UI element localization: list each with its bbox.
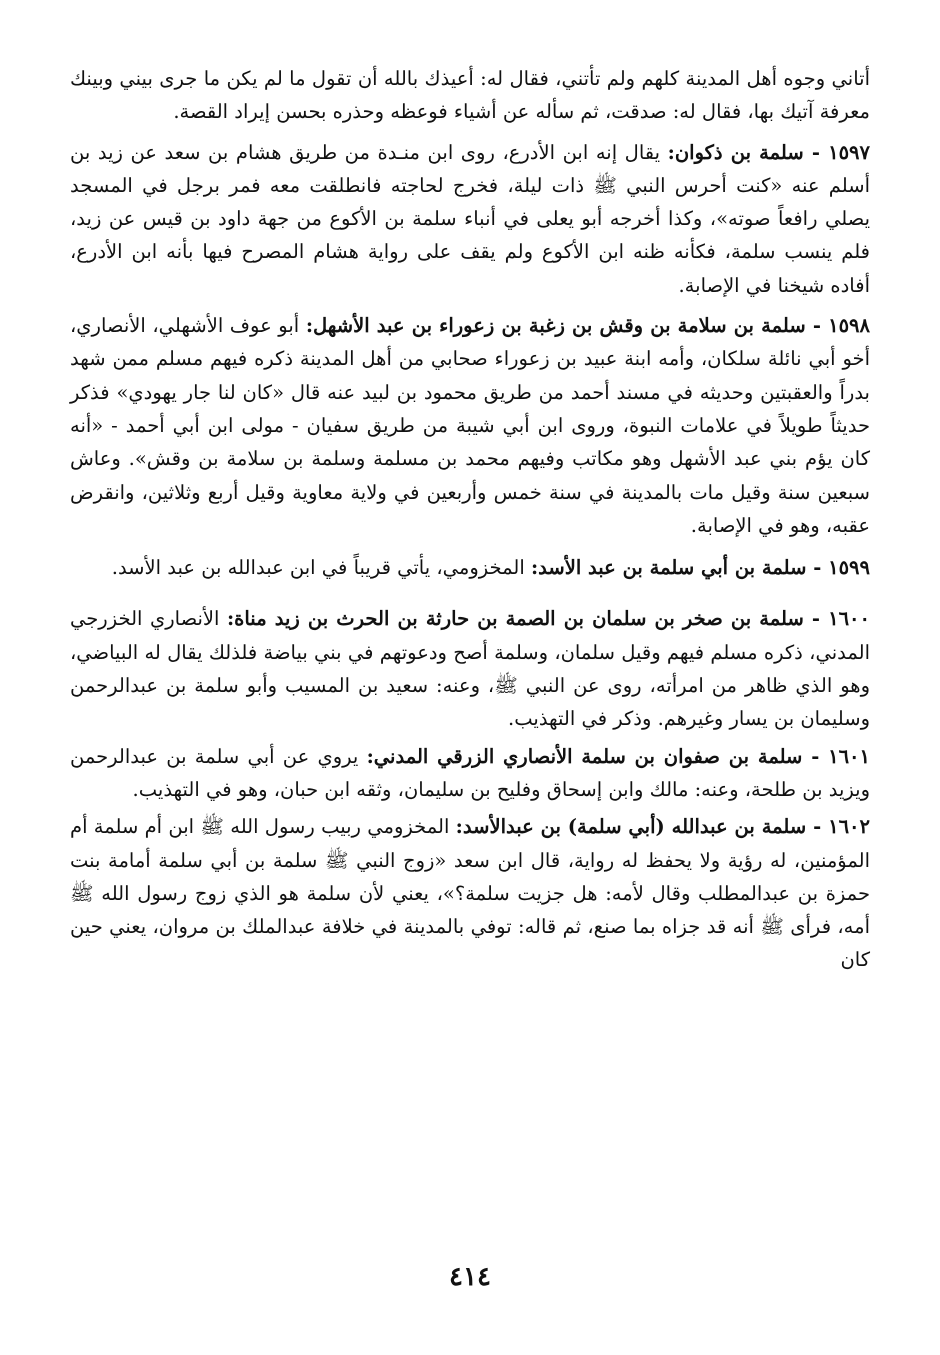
entry-heading: ١٥٩٨ - سلمة بن سلامة بن وقش بن زغبة بن زعوراء بن عبد الأشهل: [305, 314, 870, 338]
entry-heading: ١٦٠١ - سلمة بن صفوان بن سلمة الأنصاري الزرقي المدني: [366, 744, 870, 768]
entry-text: يروي عن أبي سلمة بن عبدالرحمن ويزيد بن طلحة، وعنه: مالك وابن إسحاق وفليح بن سليمان، وثقه ابن حبان، وهو في التهذيب. [70, 744, 870, 801]
paragraph-entry-1597 [70, 136, 870, 302]
entry-text: أبو عوف الأشهلي، الأنصاري، أخو أبي نائلة سلكان، وأمه ابنة عبيد بن زعوراء صحابي من أهل المدينة ذكره فيهم مسلم ممن شهد بدراً والعقبتين وحديثه في مسند أحمد من طريق محمود بن لبيد عنه قال «كان لنا جار يهودي» فذكر حديثاً طويلاً في علامات النبوة، وروى ابن أبي شيبة من طريق سفيان - مولى ابن أبي أحمد - «أنه كان يؤم بني عبد الأشهل وهو مكاتب وفيهم محمد بن مسلمة وسلمة بن سلامة بن وقش». وعاش سبعين سنة وقيل مات بالمدينة في سنة خمس وأربعين في ولاية معاوية وقيل أربع وثلاثين، وانقرض عقبه، وهو في الإصابة. [70, 314, 870, 537]
paragraph-entry-1602 [70, 810, 870, 976]
entry-heading: ١٥٩٧ - سلمة بن ذكوان: [667, 140, 871, 164]
entry-heading: ١٦٠٠ - سلمة بن صخر بن سلمان بن الصمة بن حارثة بن الحرث بن زيد مناة: [226, 607, 870, 631]
entry-text: المخزومي، يأتي قريباً في ابن عبدالله بن عبد الأسد. [111, 556, 531, 580]
entry-heading: ١٥٩٩ - سلمة بن أبي سلمة بن عبد الأسد: [530, 556, 870, 580]
page-number: ٤١٤ [449, 1262, 491, 1292]
paragraph-entry-1598 [70, 309, 870, 542]
paragraph-entry-1599 [70, 551, 870, 584]
entry-text: المخزومي ربيب رسول الله ﷺ ابن أم سلمة أم المؤمنين، له رؤية ولا يحفظ له رواية، قال ابن سعد «زوج النبي ﷺ سلمة بن أبي سلمة أمامة بنت حمزة بن عبدالمطلب وقال لأمه: هل جزيت سلمة؟»، يعني لأن سلمة هو الذي زوج رسول الله ﷺ أمه، فرأى ﷺ أنه قد جزاه بما صنع، ثم قاله: توفي بالمدينة في خلافة عبدالملك بن مروان، يعني حين كان [70, 815, 870, 972]
book-page-text [70, 62, 870, 977]
paragraph-entry-1600 [70, 602, 870, 735]
paragraph-entry-1601 [70, 740, 870, 807]
entry-text: الأنصاري الخزرجي المدني، ذكره مسلم فيهم وقيل سلمان، وسلمة أصح ودعوتهم في بني بياضة فلذلك يقال له البياضي، وهو الذي ظاهر من امرأته، روى عن النبي ﷺ، وعنه: سعيد بن المسيب وأبو سلمة بن عبدالرحمن وسليمان بن يسار وغيرهم. وذكر في التهذيب. [70, 607, 870, 731]
entry-text: أتاني وجوه أهل المدينة كلهم ولم تأتني، فقال له: أعيذك بالله أن تقول ما لم يكن ما جرى بيني وبينك معرفة آتيك بها، فقال له: صدقت، ثم سأله عن أشياء فوعظه وحذره بحسن إيراد القصة. [70, 67, 870, 124]
paragraph-continuation [70, 62, 870, 129]
entry-heading: ١٦٠٢ - سلمة بن عبدالله (أبي سلمة) بن عبدالأسد: [455, 815, 870, 839]
entry-text: يقال إنه ابن الأدرع، روى ابن منـدة من طريق هشام بن سعد عن زيد بن أسلم عنه «كنت أحرس النبي ﷺ ذات ليلة، فخرج لحاجته فانطلقت معه فمر برجل في المسجد يصلي رافعاً صوته»، وكذا أخرجه أبو يعلى في أنباء سلمة بن الأكوع من جهة داود بن قيس عن زيد، فلم ينسب سلمة، فكأنه ظنه ابن الأكوع ولم يقف على رواية هشام المصرح فيها بأنه ابن الأدرع، أفاده شيخنا في الإصابة. [70, 140, 870, 297]
